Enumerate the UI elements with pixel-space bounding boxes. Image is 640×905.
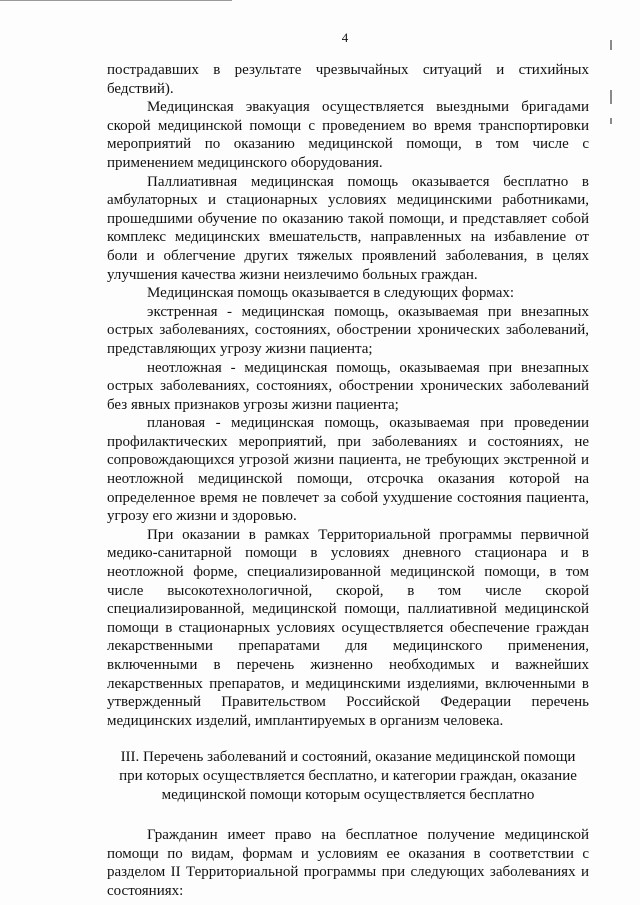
paragraph: неотложная - медицинская помощь, оказываемая при внезапных острых заболеваниях, состояниях, обострении хронических заболеваний без явных признаков угрозы жизни пациента; bbox=[107, 359, 589, 413]
margin-mark bbox=[610, 118, 612, 124]
paragraph: пострадавших в результате чрезвычайных ситуаций и стихийных бедствий). bbox=[107, 62, 589, 97]
page-number: 4 bbox=[341, 30, 349, 45]
section-heading: III. Перечень заболеваний и состояний, оказание медицинской помощи при которых осуществляется бесплатно, и категории граждан, оказание медицинской помощи которым осуществляется бесплатно bbox=[119, 749, 577, 803]
margin-mark bbox=[610, 40, 612, 50]
top-rule bbox=[0, 0, 232, 1]
paragraph: Медицинская эвакуация осуществляется выездными бригадами скорой медицинской помощи с проведением во время транспортировки мероприятий по оказанию медицинской помощи, в том числе с применением медицинского оборудования. bbox=[107, 99, 589, 171]
document-body bbox=[107, 61, 589, 901]
spacer bbox=[107, 730, 589, 748]
paragraph: При оказании в рамках Территориальной программы первичной медико-санитарной помощи в условиях дневного стационара и в неотложной форме, специализированной медицинской помощи, в том числе высокотехнологичной, скорой, в том числе скорой специализированной, медицинской помощи, паллиативной медицинской помощи в стационарных условиях осуществляется обеспечение граждан лекарственными препаратами для медицинского применения, включенными в перечень жизненно необходимых и важнейших лекарственных препаратов, и медицинскими изделиями, включенными в утвержденный Правительством Российской Федерации перечень медицинских изделий, имплантируемых в организм человека. bbox=[107, 526, 589, 729]
paragraph: плановая - медицинская помощь, оказываемая при проведении профилактических мероприятий, при заболеваниях и состояниях, не сопровождающихся угрозой жизни пациента, не требующих экстренной и неотложной медицинской помощи, отсрочка оказания которой на определенное время не повлечет за собой ухудшение состояния пациента, угрозу его жизни и здоровью. bbox=[107, 415, 589, 525]
paragraph: Гражданин имеет право на бесплатное получение медицинской помощи по видам, формам и условиям ее оказания в соответствии с разделом II Территориальной программы при следующих заболеваниях и состояниях: bbox=[107, 827, 589, 899]
paragraph: Медицинская помощь оказывается в следующих формах: bbox=[147, 285, 515, 302]
spacer bbox=[107, 804, 589, 826]
paragraph: Паллиативная медицинская помощь оказывается бесплатно в амбулаторных и стационарных условиях медицинскими работниками, прошедшими обучение по оказанию такой помощи, и представляет собой комплекс медицинских вмешательств, направленных на избавление от боли и облегчение других тяжелых проявлений заболевания, в целях улучшения качества жизни неизлечимо больных граждан. bbox=[107, 173, 589, 283]
paragraph: экстренная - медицинская помощь, оказываемая при внезапных острых заболеваниях, состояниях, обострении хронических заболеваний, представляющих угрозу жизни пациента; bbox=[107, 303, 589, 357]
margin-mark bbox=[610, 90, 612, 104]
